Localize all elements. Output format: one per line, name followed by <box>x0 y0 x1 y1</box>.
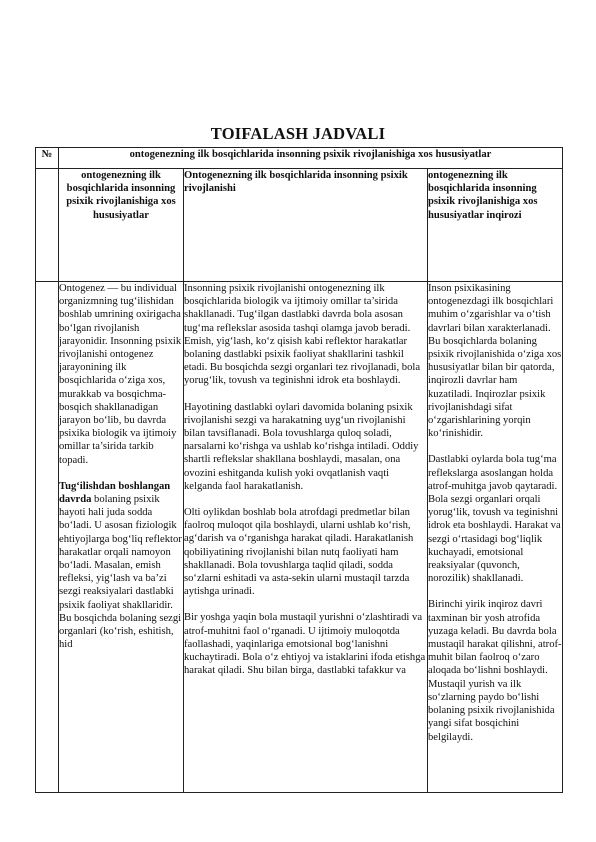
features-cell <box>59 282 184 793</box>
crisis-paragraph-2: Dastlabki oylarda bola tug‘ma reflekslarga asoslangan holda atrof-muhitga javob qaytaradi. Bola sezgi organlari orqali yorug‘lik, tovush va teginishni idrok eta boshlaydi. Harakat va sezgi o‘rtasidagi bog‘liqlik kuchayadi, emotsional reaksiyalar (quvonch, norozilik) shakllanadi. <box>428 454 561 585</box>
number-cell-empty <box>36 169 59 282</box>
table-body-row <box>36 282 563 793</box>
subheader-crisis: ontogenezning ilk bosqichlarida insonning psixik rivojlanishiga xos hususiyatlar inqirozi <box>428 169 563 282</box>
document-title: TOIFALASH JADVALI <box>210 124 386 143</box>
crisis-paragraph-1: Inson psixikasining ontogenezdagi ilk bosqichlari muhim o‘zgarishlar va o‘tish davrlari bilan xarakterlanadi. Bu bosqichlarda bolaning psixik rivojlanishida o‘ziga xos hususiyatlar bilan bir qatorda, inqirozli davrlar ham kuzatiladi. Inqirozlar psixik rivojlanishdagi sifat o‘zgarishlarining yorqin ko‘rinishidir. <box>428 283 562 440</box>
table-subheader-row <box>36 169 563 282</box>
features-paragraph-1: Ontogenez — bu individual organizmning tug‘ilishidan boshlab umrining oxirigacha bo‘lgan rivojlanish jarayonidir. Insonning psixik rivojlanishi ontogenez jarayonining ilk bosqichlarida o‘ziga xos, murakkab va bosqichma-bosqich shakllanadigan jarayon bo‘lib, bu davrda psixika biologik va ijtimoiy omillar ta’sirida tarkib topadi. <box>59 283 182 466</box>
development-paragraph-3: Olti oylikdan boshlab bola atrofdagi predmetlar bilan faolroq muloqot qila boshlaydi, ularni ushlab ko‘rish, ag‘darish va o‘rganishga harakat qiladi. Harakatlanish qobiliyatining rivojlanishi bilan nutq faoliyati ham shakllanadi. Bola tovushlarga taqlid qiladi, sodda so‘zlarni eshitadi va asta-sekin ularni mustaqil tarzda aytishga urinadi. <box>184 507 414 598</box>
features-paragraph-2 <box>59 480 183 652</box>
classification-table <box>35 147 563 793</box>
development-paragraph-2: Hayotining dastlabki oylari davomida bolaning psixik rivojlanishi sezgi va harakatning uyg‘un rivojlanishi bilan tavsiflanadi. Bola tovushlarga quloq soladi, narsalarni ko‘rishga va ushlab ko‘rishga intiladi. Oddiy shartli reflekslar shakllana boshlaydi, masalan, ona ovozini eshitganda kulish yoki ovqatlanish vaqti kelganda faol harakatlanish. <box>184 401 419 492</box>
crisis-cell <box>428 282 563 793</box>
subheader-features: ontogenezning ilk bosqichlarida insonning psixik rivojlanishiga xos hususiyatlar <box>59 169 184 282</box>
subheader-development: Ontogenezning ilk bosqichlarida insonning psixik rivojlanishi <box>184 169 428 282</box>
development-paragraph-4: Bir yoshga yaqin bola mustaqil yurishni o‘zlashtiradi va atrof-muhitni faol o‘rganadi. U ijtimoiy muloqotda faollashadi, yaqinlariga emotsional bog‘lanishni kuchaytiradi. Bola o‘z ehtiyoj va istaklarini ifoda etishga harakat qiladi. Shu bilan birga, dastlabki tafakkur va <box>184 612 426 677</box>
number-column-header: № <box>36 148 59 169</box>
main-column-header: ontogenezning ilk bosqichlarida insonning psixik rivojlanishiga xos hususiyatlar <box>59 148 563 169</box>
development-cell <box>184 282 428 793</box>
number-cell <box>36 282 59 793</box>
table-header-row <box>36 148 563 169</box>
crisis-paragraph-3: Birinchi yirik inqiroz davri taxminan bir yosh atrofida yuzaga keladi. Bu davrda bola mustaqil harakat qilishni, atrof-muhit bilan faolroq o‘zaro aloqada bo‘lishni boshlaydi. Mustaqil yurish va ilk so‘zlarning paydo bo‘lishi bolaning psixik rivojlanishida yangi sifat bosqichini belgilaydi. <box>428 599 562 743</box>
features-lead-text: Tug‘ilishdan boshlangan davrda <box>59 480 171 506</box>
development-paragraph-1: Insonning psixik rivojlanishi ontogenezning ilk bosqichlarida biologik va ijtimoiy omillar ta’sirida shakllanadi. Tug‘ilgan dastlabki davrda bola asosan tug‘ma reflekslar asosida tashqi olamga javob beradi. Emish, yig‘lash, ko‘z qisish kabi reflektor harakatlar bolaning dastlabki psixik faoliyat shakllarini tashkil etadi. Bu bosqichda sezgi organlari tez rivojlanadi, bola yorug‘lik, tovush va teginishni idrok eta boshlaydi. <box>184 283 421 387</box>
features-paragraph-2-text: bolaning psixik hayoti hali juda sodda bo‘ladi. U asosan fiziologik ehtiyojlarga bog‘liq reflektor harakatlar orqali namoyon bo‘ladi. Masalan, emish refleksi, yig‘lash va ba’zi sezgi reaksiyalari dastlabki psixik faoliyat shakllaridir. Bu bosqichda bolaning sezgi organlari (ko‘rish, eshitish, hid <box>59 494 182 651</box>
